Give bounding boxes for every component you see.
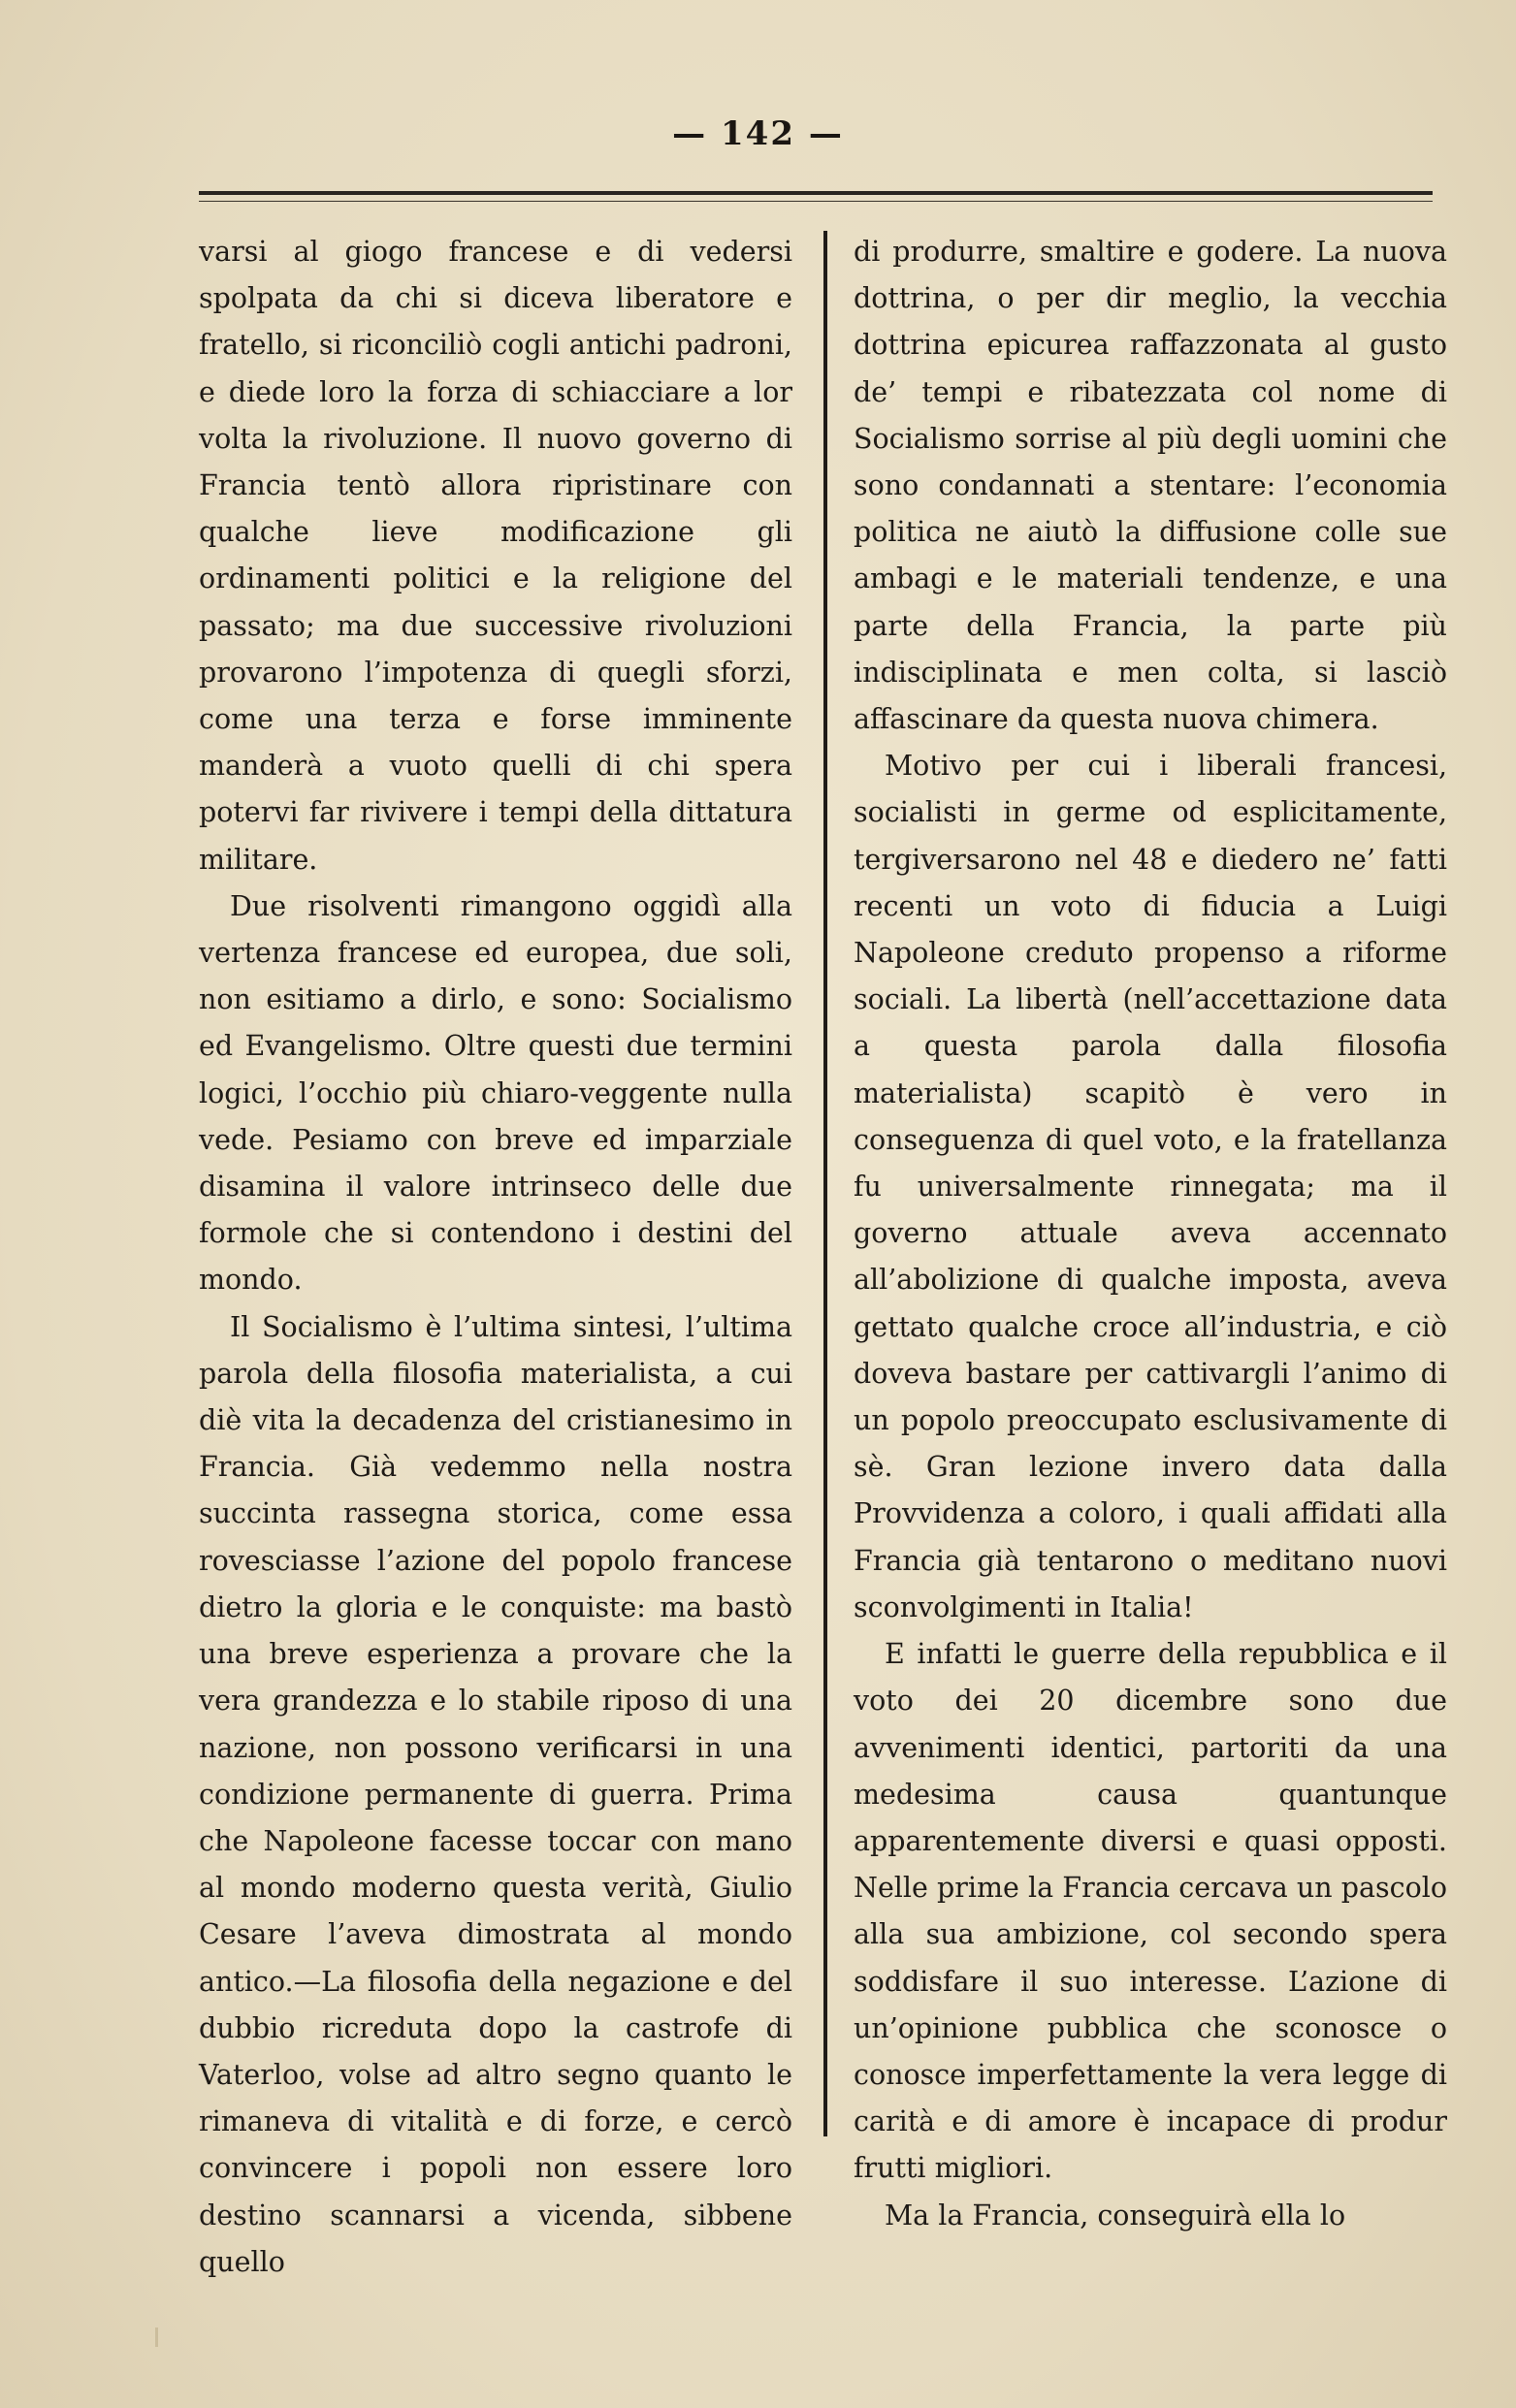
paragraph: Ma la Francia, conseguirà ella lo: [885, 2199, 1346, 2231]
paragraph: varsi al giogo francese e di vedersi spolpata da chi si diceva liberatore e fratello, si riconciliò cogli antichi padroni, e diede loro la forza di schiacciare a lor volta la rivoluzione. Il nuovo governo di Francia tentò allora ripristinare con qualche lieve modificazione gli ordinamenti politici e la religione del passato; ma due successive rivoluzioni provarono l’impotenza di quegli sforzi, come una terza e forse imminente manderà a vuoto quelli di chi spera potervi far rivivere i tempi della dittatura militare.: [199, 236, 792, 876]
paragraph: di produrre, smaltire e godere. La nuova dottrina, o per dir meglio, la vecchia dottrina epicurea raffazzonata al gusto de’ tempi e ribatezzata col nome di Socialismo sorrise al più degli uomini che sono condannati a stentare: l’economia politica ne aiutò la diffusione colle sue ambagi e le materiali tendenze, e una parte della Francia, la parte più indisciplinata e men colta, si lasciò affascinare da questa nuova chimera.: [854, 236, 1447, 736]
paragraph: E infatti le guerre della repubblica e il voto dei 20 dicembre sono due avvenimenti identici, partoriti da una medesima causa quantunque apparentemente diversi e quasi opposti. Nelle prime la Francia cercava un pascolo alla sua ambizione, col secondo spera soddisfare il suo interesse. L’azione di un’opinione pubblica che sconosce o conosce imperfettamente la vera legge di carità e di amore è incapace di produr frutti migliori.: [854, 1638, 1447, 2185]
column-divider: [823, 231, 827, 2136]
left-column: [199, 229, 792, 2286]
paragraph: Due risolventi rimangono oggidì alla vertenza francese ed europea, due soli, non esitiamo a dirlo, e sono: Socialismo ed Evangelismo. Oltre questi due termini logici, l’occhio più chiaro-veggente nulla vede. Pesiamo con breve ed imparziale disamina il valore intrinseco delle due formole che si contendono i destini del mondo.: [199, 889, 792, 1297]
right-column: [854, 229, 1447, 2239]
header-rule-thin: [199, 201, 1433, 202]
paper-mark: [155, 2328, 158, 2347]
paragraph: Il Socialismo è l’ultima sintesi, l’ultima parola della filosofia materialista, a cui diè vita la decadenza del cristianesimo in Francia. Già vedemmo nella nostra succinta rassegna storica, come essa rovesciasse l’azione del popolo francese dietro la gloria e le conquiste: ma bastò una breve esperienza a provare che la vera grandezza e lo stabile riposo di una nazione, non possono verificarsi in una condizione permanente di guerra. Prima che Napoleone facesse toccar con mano al mondo moderno questa verità, Giulio Cesare l’aveva dimostrata al mondo antico.—La filosofia della negazione e del dubbio ricreduta dopo la castrofe di Vaterloo, volse ad altro segno quanto le rimaneva di vitalità e di forze, e cercò convincere i popoli non essere loro destino scannarsi a vicenda, sibbene quello: [199, 1310, 792, 2278]
paragraph: Motivo per cui i liberali francesi, socialisti in germe od esplicitamente, tergiversarono nel 48 e diedero ne’ fatti recenti un voto di fiducia a Luigi Napoleone creduto propenso a riforme sociali. La libertà (nell’accettazione data a questa parola dalla filosofia materialista) scapitò è vero in conseguenza di quel voto, e la fratellanza fu universalmente rinnegata; ma il governo attuale aveva accennato all’abolizione di qualche imposta, aveva gettato qualche croce all’industria, e ciò doveva bastare per cattivargli l’animo di un popolo preoccupato esclusivamente di sè. Gran lezione invero data dalla Provvidenza a coloro, i quali affidati alla Francia già tentarono o meditano nuovi sconvolgimenti in Italia!: [854, 750, 1447, 1623]
header-rule: [199, 191, 1433, 195]
page-number: — 142 —: [672, 114, 844, 153]
